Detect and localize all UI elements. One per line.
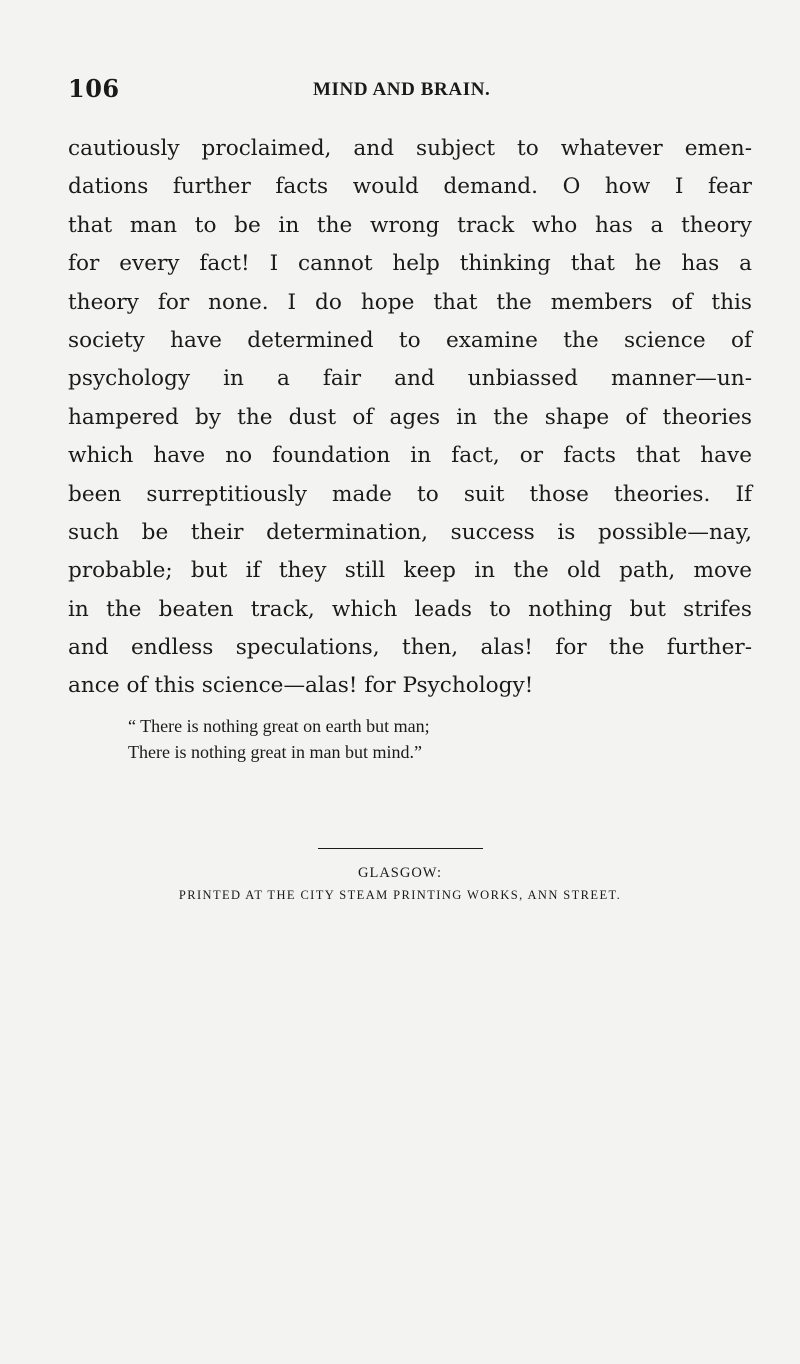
quote-line: There is nothing great in man but mind.” <box>128 742 422 762</box>
body-line: in the beaten track, which leads to nothing but strifes <box>68 596 752 622</box>
body-line: hampered by the dust of ages in the shape of theories <box>68 404 752 430</box>
page-number: 106 <box>68 74 120 103</box>
body-paragraph <box>68 130 752 706</box>
body-line: dations further facts would demand. O how I fear <box>68 174 752 200</box>
imprint-city: GLASGOW: <box>358 865 442 881</box>
body-line: cautiously proclaimed, and subject to whatever emen- <box>68 136 752 161</box>
body-line: which have no foundation in fact, or facts that have <box>68 443 752 469</box>
body-line: theory for none. I do hope that the members of this <box>68 289 752 315</box>
imprint-rule <box>318 848 483 849</box>
body-line: society have determined to examine the science of <box>68 327 752 353</box>
body-line: such be their determination, success is possible—nay, <box>68 519 752 545</box>
page-header <box>68 74 744 114</box>
body-line: psychology in a fair and unbiassed manner—un- <box>68 366 752 392</box>
body-line: and endless speculations, then, alas! for the further- <box>68 635 752 661</box>
body-line: probable; but if they still keep in the old path, move <box>68 558 752 584</box>
printer-imprint <box>0 848 800 903</box>
body-line: that man to be in the wrong track who has a theory <box>68 212 752 238</box>
body-line: ance of this science—alas! for Psychology! <box>68 673 534 699</box>
quote-line: “ There is nothing great on earth but man; <box>128 716 430 736</box>
body-line: been surreptitiously made to suit those theories. If <box>68 481 752 507</box>
verse-quotation <box>128 713 728 765</box>
body-line: for every fact! I cannot help thinking that he has a <box>68 251 752 277</box>
running-head: MIND AND BRAIN. <box>313 79 491 100</box>
imprint-printer: PRINTED AT THE CITY STEAM PRINTING WORKS, ANN STREET. <box>178 888 622 902</box>
